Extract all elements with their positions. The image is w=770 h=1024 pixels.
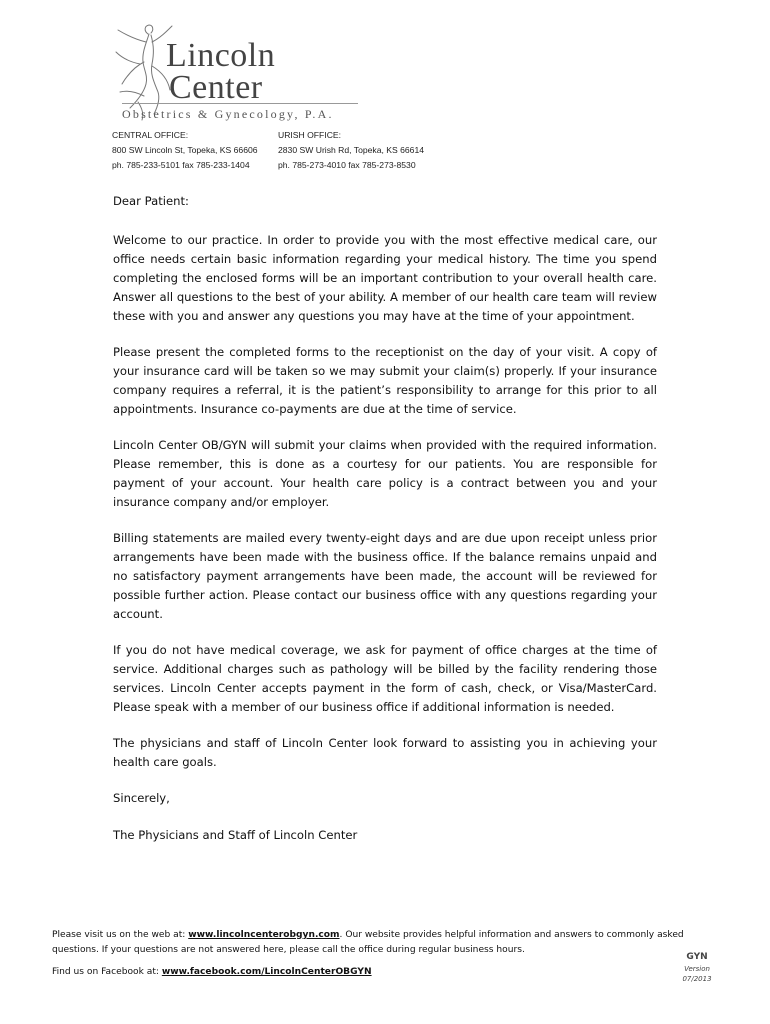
website-link[interactable]: www.lincolncenterobgyn.com (188, 930, 340, 940)
paragraph-billing: Billing statements are mailed every twenty-eight days and are due upon receipt unless prior arrangements have been made with the business office. If the balance remains unpaid and no satisfactory payment arrangements have been made, the account will be reviewed for possible further action. Please contact our business office with any questions regarding your account. (113, 531, 657, 621)
version-date: 07/2013 (682, 975, 712, 983)
central-office-phone: ph. 785-233-5101 fax 785-233-1404 (112, 160, 250, 170)
paragraph-closing-remarks: The physicians and staff of Lincoln Center look forward to assisting you in achieving your health care goals. (113, 736, 657, 769)
paragraph-coverage: If you do not have medical coverage, we ask for payment of office charges at the time of service. Additional charges such as pathology will be billed by the facility rendering those services. Lincoln Center accepts payment in the form of cash, check, or Visa/MasterCard. Please speak with a member of our business office if additional information is needed. (113, 643, 657, 714)
central-office-address: 800 SW Lincoln St, Topeka, KS 66606 (112, 145, 258, 155)
central-office-block (112, 128, 258, 173)
footer-web-suffix: . Our website provides helpful information and answers to commonly asked questions. If your questions are not answered here, please call the office during regular business hours. (52, 930, 684, 955)
letter-body (113, 192, 657, 862)
paragraph-forms: Please present the completed forms to the receptionist on the day of your visit. A copy of your insurance card will be taken so we may submit your claim(s) properly. If your insurance company requires a referral, it is the patient’s responsibility to arrange for this prior to all appointments. Insurance co-payments are due at the time of service. (113, 345, 657, 416)
paragraph-welcome: Welcome to our practice. In order to provide you with the most effective medical care, our office needs certain basic information regarding your medical history. The time you spend completing the enclosed forms will be an important contribution to your overall health care. Answer all questions to the best of your ability. A member of our health care team will review these with you and answer any questions you may have at the time of your appointment. (113, 233, 657, 323)
urish-office-label: URISH OFFICE: (278, 130, 342, 140)
greeting: Dear Patient: (113, 194, 189, 208)
logo-line-2: Center (169, 69, 263, 106)
version-code: GYN (686, 952, 708, 962)
version-block (672, 950, 722, 984)
paragraph-claims: Lincoln Center OB/GYN will submit your claims when provided with the required information. Please remember, this is done as a courtesy for our patients. You are responsible for payment of your account. Your health care policy is a contract between you and your insurance company and/or employer. (113, 438, 657, 509)
urish-office-phone: ph. 785-273-4010 fax 785-273-8530 (278, 160, 416, 170)
logo-rule (122, 103, 358, 104)
facebook-link[interactable]: www.facebook.com/LincolnCenterOBGYN (161, 967, 372, 977)
letterhead-logo (108, 22, 368, 130)
urish-office-address: 2830 SW Urish Rd, Topeka, KS 66614 (278, 145, 425, 155)
footer-facebook-prefix: Find us on Facebook at: (52, 967, 162, 977)
footer-web-prefix: Please visit us on the web at: (52, 930, 189, 940)
footer-web-text (52, 928, 732, 958)
logo-line-1: Lincoln (166, 37, 276, 74)
logo-subtitle-text: Obstetrics & Gynecology, P.A. (122, 107, 334, 121)
central-office-label: CENTRAL OFFICE: (112, 130, 189, 140)
logo-subtitle (122, 107, 334, 122)
closing: Sincerely, (113, 791, 170, 805)
logo-wordmark (166, 37, 276, 106)
footer-facebook-text (52, 965, 732, 980)
signature: The Physicians and Staff of Lincoln Center (113, 828, 358, 842)
footer (52, 928, 732, 980)
version-label: Version (684, 965, 710, 973)
urish-office-block (278, 128, 424, 173)
